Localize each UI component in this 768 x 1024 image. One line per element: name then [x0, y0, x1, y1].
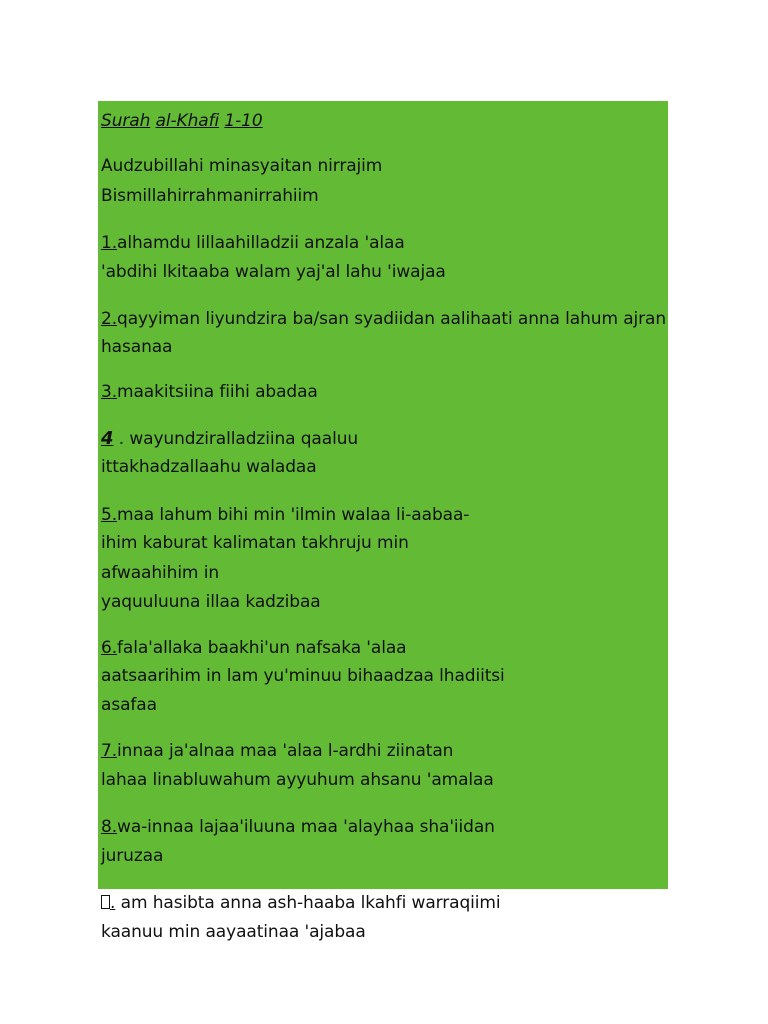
verse-5-line-3: afwaahihim in — [101, 563, 219, 583]
verse-9-line-2: kaanuu min aayaatinaa 'ajabaa — [101, 922, 366, 942]
verse-number: . — [110, 893, 116, 913]
verse-text: . wayundziralladziina qaaluu — [113, 429, 359, 449]
verse-text: fala'allaka baakhi'un nafsaka 'alaa — [117, 638, 407, 658]
verse-8-line-1 — [101, 816, 495, 838]
verse-text: innaa ja'alnaa maa 'alaa l-ardhi ziinatan — [117, 741, 454, 761]
verse-text: maa lahum bihi min 'ilmin walaa li-aabaa- — [117, 505, 470, 525]
intro-line-2: Bismillahirrahmanirrahiim — [101, 186, 319, 206]
title-surah: Surah — [101, 111, 151, 131]
verse-1-line-2: 'abdihi lkitaaba walam yaj'al lahu 'iwajaa — [101, 262, 446, 282]
verse-6-line-2: aatsaarihim in lam yu'minuu bihaadzaa lhadiitsi — [101, 666, 505, 686]
verse-text: maakitsiina fiihi abadaa — [117, 382, 318, 402]
verse-4-line-1 — [101, 428, 358, 450]
verse-text: alhamdu lillaahilladzii anzala 'alaa — [117, 233, 405, 253]
verse-text: qayyiman liyundzira ba/san syadiidan aalihaati anna lahum ajran — [117, 309, 667, 329]
verse-2-line-1 — [101, 308, 666, 330]
verse-text: wa-innaa lajaa'iluuna maa 'alayhaa sha'iidan — [117, 817, 495, 837]
verse-6-line-1 — [101, 637, 406, 659]
title-name: al-Khafi — [155, 111, 220, 131]
verse-6-line-3: asafaa — [101, 695, 157, 715]
verse-9-line-1 — [101, 892, 500, 914]
intro-line-1: Audzubillahi minasyaitan nirrajim — [101, 156, 383, 176]
missing-glyph-icon — [101, 895, 110, 909]
verse-5-line-4: yaquuluuna illaa kadzibaa — [101, 592, 321, 612]
verse-number: 3. — [101, 382, 118, 402]
verse-5-line-2: ihim kaburat kalimatan takhruju min — [101, 533, 409, 553]
verse-text: am hasibta anna ash-haaba lkahfi warraqiimi — [120, 893, 501, 913]
verse-5-line-1 — [101, 504, 469, 526]
verse-4-line-2: ittakhadzallaahu waladaa — [101, 457, 317, 477]
verse-number: 4 — [101, 428, 114, 449]
verse-7-line-2: lahaa linabluwahum ayyuhum ahsanu 'amalaa — [101, 770, 494, 790]
verse-2-line-2: hasanaa — [101, 337, 173, 357]
title-range: 1-10 — [224, 111, 263, 131]
verse-number: 1. — [101, 233, 118, 253]
verse-8-line-2: juruzaa — [101, 846, 164, 866]
verse-7-line-1 — [101, 740, 453, 762]
verse-3-line-1 — [101, 381, 318, 403]
verse-1-line-1 — [101, 232, 405, 254]
verse-number: 6. — [101, 638, 118, 658]
verse-number: 7. — [101, 741, 118, 761]
verse-number: 2. — [101, 309, 118, 329]
verse-number: 8. — [101, 817, 118, 837]
verse-number: 5. — [101, 505, 118, 525]
page-title — [101, 110, 263, 132]
